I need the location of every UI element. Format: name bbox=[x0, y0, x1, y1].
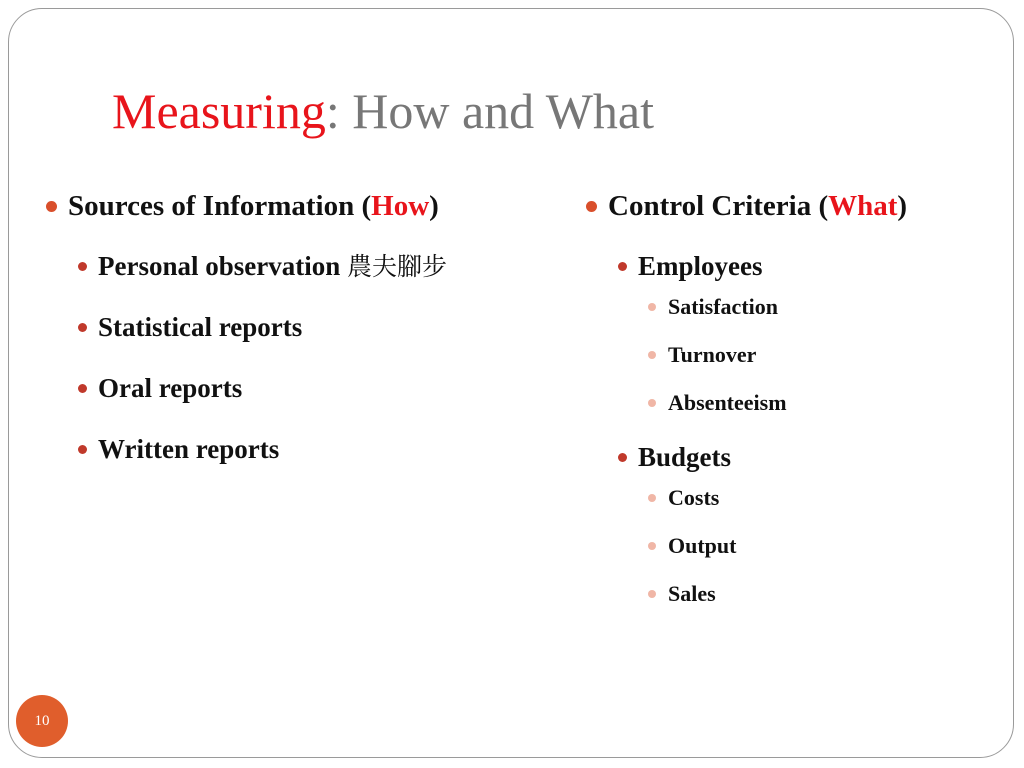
list-item-personal-observation: Personal observation 農夫腳步 bbox=[40, 246, 570, 286]
sources-column bbox=[40, 186, 570, 469]
sources-heading: Sources of Information (How) bbox=[40, 186, 570, 226]
bullet-icon bbox=[648, 303, 656, 311]
list-item-oral-reports: Oral reports bbox=[40, 368, 570, 408]
list-item-turnover: Turnover bbox=[580, 340, 1000, 370]
list-item-written-reports: Written reports bbox=[40, 429, 570, 469]
bullet-icon bbox=[618, 453, 627, 462]
bullet-icon bbox=[648, 494, 656, 502]
bullet-icon bbox=[78, 262, 87, 271]
page-number-badge: 10 bbox=[16, 695, 68, 747]
list-item-satisfaction: Satisfaction bbox=[580, 292, 1000, 322]
group-employees: Employees bbox=[580, 246, 1000, 286]
bullet-icon bbox=[648, 351, 656, 359]
group-budgets: Budgets bbox=[580, 437, 1000, 477]
cjk-text: 農夫腳步 bbox=[347, 252, 448, 281]
title-rest: : How and What bbox=[325, 83, 655, 139]
slide-title bbox=[112, 83, 655, 139]
list-item-absenteeism: Absenteeism bbox=[580, 388, 1000, 418]
bullet-icon bbox=[648, 399, 656, 407]
bullet-icon bbox=[648, 542, 656, 550]
bullet-icon bbox=[78, 445, 87, 454]
list-item-costs: Costs bbox=[580, 483, 1000, 513]
title-accent: Measuring bbox=[112, 83, 326, 139]
list-item-statistical-reports: Statistical reports bbox=[40, 307, 570, 347]
bullet-icon bbox=[648, 590, 656, 598]
bullet-icon bbox=[46, 201, 57, 212]
list-item-output: Output bbox=[580, 531, 1000, 561]
criteria-heading: Control Criteria (What) bbox=[580, 186, 1000, 226]
bullet-icon bbox=[78, 384, 87, 393]
bullet-icon bbox=[78, 323, 87, 332]
what-highlight: What bbox=[828, 190, 898, 222]
list-item-sales: Sales bbox=[580, 579, 1000, 609]
bullet-icon bbox=[618, 262, 627, 271]
how-highlight: How bbox=[371, 190, 430, 222]
criteria-column bbox=[580, 186, 1000, 609]
bullet-icon bbox=[586, 201, 597, 212]
